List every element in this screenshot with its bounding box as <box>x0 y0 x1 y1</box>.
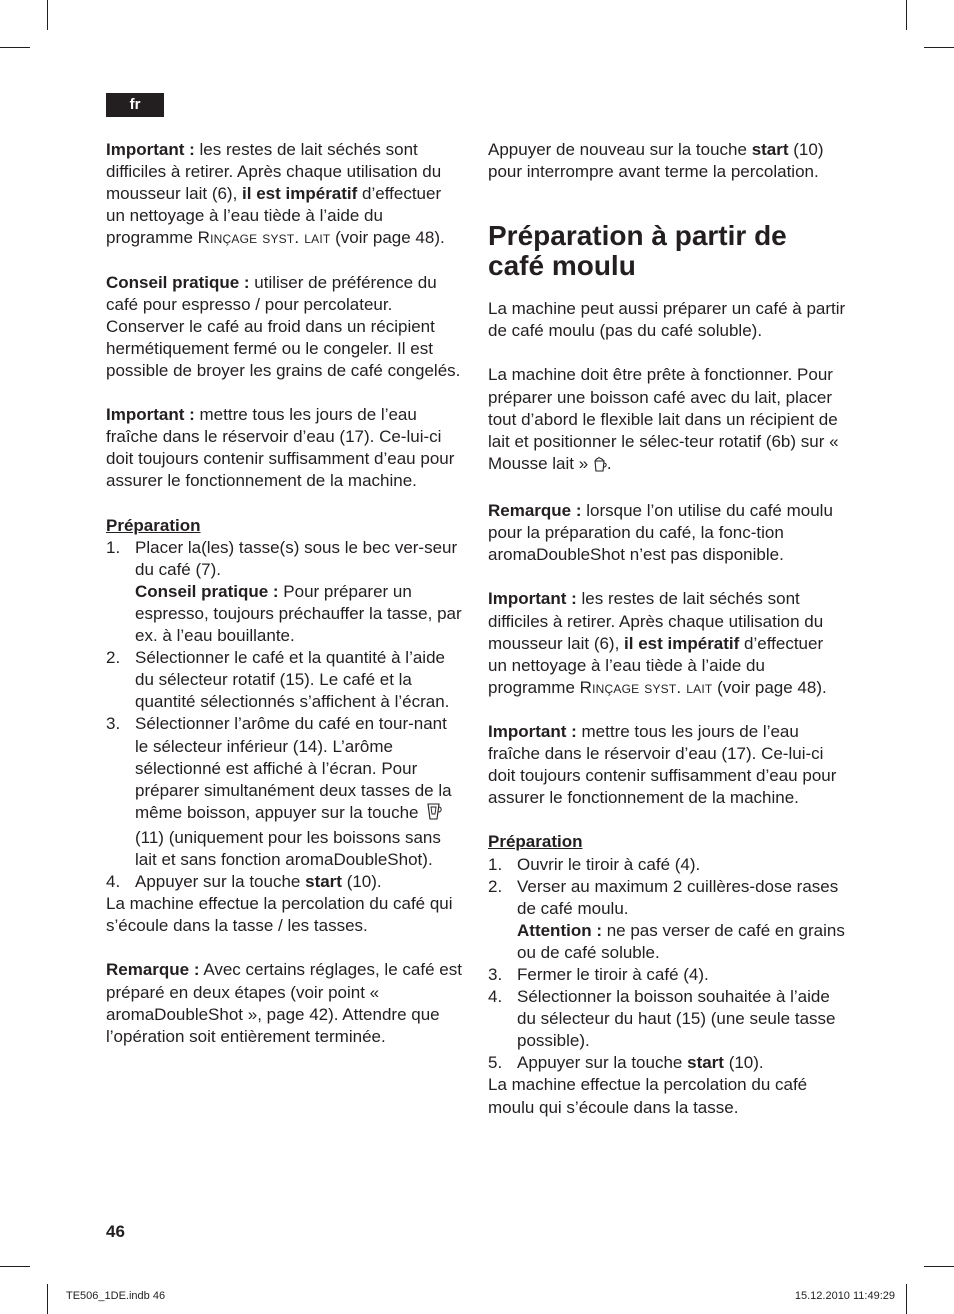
page-reference: (voir page 48). <box>330 228 445 248</box>
step-number: 3. <box>488 965 503 984</box>
interrupt-instruction <box>488 139 846 183</box>
crop-mark-top-left-vertical <box>47 0 48 30</box>
language-tab: fr <box>106 93 164 117</box>
crop-mark-top-right-vertical <box>906 0 907 30</box>
crop-mark-bottom-right-vertical <box>906 1284 907 1314</box>
step-item <box>488 964 846 986</box>
remark-aromadoubleshot <box>106 959 464 1047</box>
important-milk-residue-note <box>106 139 464 249</box>
page-number: 46 <box>106 1222 125 1241</box>
step-text: Placer la(les) tasse(s) sous le bec ver-seur du café (7). <box>135 537 458 579</box>
crop-mark-bottom-right-horizontal <box>924 1266 954 1267</box>
step-text-2: (10). <box>723 1053 764 1073</box>
remark-text: Avec certains réglages, le café est préparé en deux étapes (voir point « aromaDoubleShot », page 42). Attendre que l’opération soit entièrement terminée. <box>106 960 462 1046</box>
double-cup-icon <box>423 802 443 827</box>
step-number: 5. <box>488 1053 503 1073</box>
step-text-2: (10). <box>341 872 382 892</box>
tip-text: utiliser de préférence du café pour espresso / pour percolateur. Conserver le café au froid dans un récipient hermétiquement fermé ou le congeler. Il est possible de broyer les grains de café congelés. <box>106 272 461 380</box>
step-text: Sélectionner l’arôme du café en tour-nant le sélecteur inférieur (14). L’arôme sélectionné est affiché à l’écran. Pour préparer simultanément deux tasses de la même boisson, appuyer sur la touche <box>135 714 452 822</box>
program-name: Rinçage syst. lait <box>579 677 713 697</box>
important-text-2: d’effectuer un nettoyage à l’eau tiède à l’aide du programme <box>488 633 824 697</box>
important-text: mettre tous les jours de l’eau fraîche dans le réservoir d’eau (17). Ce-lui-ci doit toujours contenir suffisamment d’eau pour assurer le fonctionnement de la machine. <box>488 721 837 808</box>
preparation-heading: Préparation <box>488 832 583 852</box>
crop-mark-bottom-left-vertical <box>47 1284 48 1314</box>
important-milk-residue-note <box>488 588 846 698</box>
step-item <box>488 1052 846 1074</box>
step-text: Sélectionner la boisson souhaitée à l’aide du sélecteur du haut (15) (une seule tasse possible). <box>517 987 836 1051</box>
important-text: les restes de lait séchés sont difficiles à retirer. Après chaque utilisation du mousseur lait (6), <box>488 589 824 653</box>
step-text: Sélectionner le café et la quantité à l’aide du sélecteur rotatif (15). Le café et la quantité sélectionnés s’affichent à l’écran. <box>135 648 450 712</box>
preparation-heading: Préparation <box>106 515 201 535</box>
tip-label: Conseil pratique : <box>106 272 250 292</box>
tip-text: Pour préparer un espresso, toujours préchauffer la tasse, par ex. à l’eau bouillante. <box>135 581 462 646</box>
tip-label: Conseil pratique : <box>135 581 279 601</box>
step-text-2: (11) (uniquement pour les boissons sans lait et sans fonction aromaDoubleShot). <box>135 827 441 869</box>
step-item <box>106 871 464 893</box>
important-text-2: d’effectuer un nettoyage à l’eau tiède à l’aide du programme <box>106 184 442 248</box>
step-number: 2. <box>488 876 503 896</box>
crop-mark-top-right-horizontal <box>924 47 954 48</box>
step-text: Fermer le tiroir à café (4). <box>517 965 709 984</box>
step-item <box>106 713 464 871</box>
ground-coffee-intro: La machine peut aussi préparer un café à partir de café moulu (pas du café soluble). <box>488 299 846 341</box>
step-item <box>488 876 846 964</box>
paragraph-end: . <box>606 453 612 473</box>
section-heading: Préparation à partir de café moulu <box>488 220 787 282</box>
left-column <box>106 139 464 1048</box>
program-name: Rinçage syst. lait <box>197 228 331 248</box>
page-reference: (voir page 48). <box>712 677 827 697</box>
remark-label: Remarque : <box>106 960 200 980</box>
step-text: Appuyer sur la touche <box>517 1053 688 1073</box>
step-item <box>488 854 846 876</box>
intro-text-2: (10) pour interrompre avant terme la percolation. <box>488 140 824 182</box>
start-key-label: start <box>305 872 342 892</box>
attention-label: Attention : <box>517 920 602 940</box>
step-number: 1. <box>106 537 121 557</box>
footer-file-info: TE506_1DE.indb 46 <box>66 1290 166 1302</box>
remark-text: lorsque l’on utilise du café moulu pour la préparation du café, la fonc-tion aromaDoubleShot n’est pas disponible. <box>488 501 833 565</box>
start-key-label: start <box>687 1053 724 1073</box>
step-text: Appuyer sur la touche <box>135 872 306 892</box>
attention-text: ne pas verser de café en grains ou de café soluble. <box>517 920 845 962</box>
step-text: Ouvrir le tiroir à café (4). <box>517 854 701 874</box>
remark-label: Remarque : <box>488 501 582 521</box>
preparation-steps <box>488 854 846 1075</box>
intro-text: Appuyer de nouveau sur la touche <box>488 140 752 159</box>
milk-froth-icon <box>593 455 607 478</box>
ready-to-operate-paragraph <box>488 364 846 477</box>
crop-mark-top-left-horizontal <box>0 47 30 48</box>
step-number: 4. <box>106 872 121 892</box>
percolation-result-text: La machine effectue la percolation du café moulu qui s’écoule dans la tasse. <box>488 1075 808 1117</box>
step-number: 4. <box>488 987 503 1007</box>
step-number: 3. <box>106 714 121 734</box>
preparation-steps <box>106 537 464 894</box>
step-item <box>106 647 464 713</box>
footer-datetime: 15.12.2010 11:49:29 <box>794 1290 895 1302</box>
important-label: Important : <box>488 721 577 741</box>
important-text: mettre tous les jours de l’eau fraîche dans le réservoir d’eau (17). Ce-lui-ci doit toujours contenir suffisamment d’eau pour assurer le fonctionnement de la machine. <box>106 405 455 491</box>
important-fresh-water-note <box>488 721 846 809</box>
tip-coffee-storage <box>106 272 464 382</box>
remark-ground-coffee <box>488 500 846 566</box>
crop-mark-bottom-left-horizontal <box>0 1266 30 1267</box>
paragraph-text: La machine doit être prête à fonctionner. Pour préparer une boisson café avec du lait, placer tout d’abord le flexible lait dans un récipient de lait et positionner le sélec-teur rotatif (6b) sur « Mousse lait » <box>488 365 839 473</box>
important-label: Important : <box>488 589 577 609</box>
step-number: 2. <box>106 648 121 668</box>
step-text: Verser au maximum 2 cuillères-dose rases de café moulu. <box>517 876 839 918</box>
important-label: Important : <box>106 140 195 159</box>
start-key-label: start <box>751 140 789 159</box>
important-text: les restes de lait séchés sont difficiles à retirer. Après chaque utilisation du mousseur lait (6), <box>106 140 442 204</box>
step-number: 1. <box>488 854 503 874</box>
important-emphasis: il est impératif <box>624 633 740 653</box>
percolation-result-text: La machine effectue la percolation du café qui s’écoule dans la tasse / les tasses. <box>106 894 453 936</box>
right-column <box>488 139 846 1119</box>
important-emphasis: il est impératif <box>242 184 358 204</box>
important-label: Important : <box>106 405 195 425</box>
important-fresh-water-note <box>106 404 464 492</box>
step-item <box>106 537 464 647</box>
step-item <box>488 986 846 1052</box>
